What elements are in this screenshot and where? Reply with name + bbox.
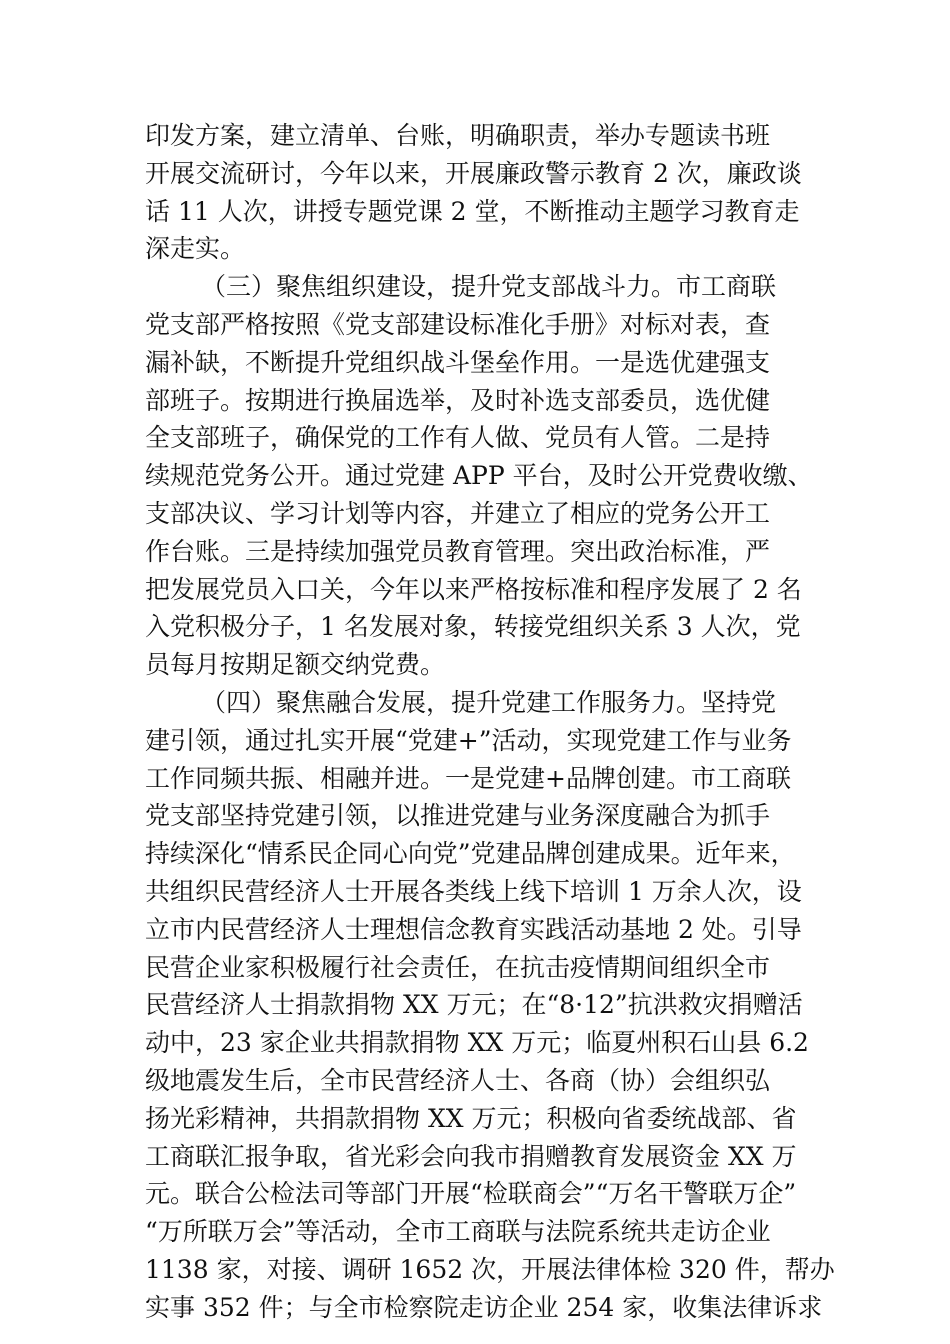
text-line: 实事 352 件；与全市检察院走访企业 254 家，收集法律诉求 [145,1292,823,1322]
text-line: 把发展党员入口关，今年以来严格按标准和程序发展了 2 名 [145,574,802,604]
text-line: 1138 家，对接、调研 1652 次，开展法律体检 320 件，帮办 [145,1254,835,1284]
text-line: 入党积极分子，1 名发展对象，转接党组织关系 3 人次，党 [145,612,801,642]
text-line: 立市内民营经济人士理想信念教育实践活动基地 2 处。引导 [145,914,802,944]
section-heading-line: （三）聚焦组织建设，提升党支部战斗力。市工商联 [201,272,777,302]
text-line: 扬光彩精神，共捐款捐物 XX 万元；积极向省委统战部、省 [145,1103,797,1133]
text-line: 元。联合公检法司等部门开展“检联商会”“万名干警联万企” [145,1179,797,1209]
text-line: 印发方案，建立清单、台账，明确职责，举办专题读书班 [145,121,771,150]
body-text [145,117,835,1327]
text-line: 深走实。 [145,234,246,264]
text-line: 动中，23 家企业共捐款捐物 XX 万元；临夏州积石山县 6.2 [145,1028,809,1058]
text-line: 部班子。按期进行换届选举，及时补选支部委员，选优健 [145,385,771,415]
section-heading-line: （四）聚焦融合发展，提升党建工作服务力。坚持党 [201,687,777,717]
text-line: 民营经济人士捐款捐物 XX 万元；在“8·12”抗洪救灾捐赠活 [145,990,803,1020]
text-line: 员每月按期足额交纳党费。 [145,650,446,680]
text-line: 党支部严格按照《党支部建设标准化手册》对标对表，查 [145,309,771,339]
text-line: 级地震发生后，全市民营经济人士、各商（协）会组织弘 [145,1065,771,1095]
text-line: 支部决议、学习计划等内容，并建立了相应的党务公开工 [145,498,771,528]
text-line: 工商联汇报争取，省光彩会向我市捐赠教育发展资金 XX 万 [145,1141,797,1171]
text-line: 共组织民营经济人士开展各类线上线下培训 1 万余人次，设 [145,876,802,906]
text-line: 续规范党务公开。通过党建 APP 平台，及时公开党费收缴、 [145,461,813,491]
text-line: “万所联万会”等活动，全市工商联与法院系统共走访企业 [145,1217,771,1247]
text-line: 全支部班子，确保党的工作有人做、党员有人管。二是持 [145,423,771,453]
text-line: 工作同频共振、相融并进。一是党建+品牌创建。市工商联 [145,763,791,793]
text-line: 开展交流研讨，今年以来，开展廉政警示教育 2 次，廉政谈 [145,158,802,188]
text-line: 持续深化“情系民企同心向党”党建品牌创建成果。近年来， [145,839,796,869]
text-line: 民营企业家积极履行社会责任，在抗击疫情期间组织全市 [145,952,771,982]
text-line: 党支部坚持党建引领，以推进党建与业务深度融合为抓手 [145,801,771,831]
text-line: 作台账。三是持续加强党员教育管理。突出政治标准，严 [145,536,771,566]
text-line: 漏补缺，不断提升党组织战斗堡垒作用。一是选优建强支 [145,347,771,377]
text-line: 建引领，通过扎实开展“党建+”活动，实现党建工作与业务 [145,725,792,755]
text-line: 话 11 人次，讲授专题党课 2 堂，不断推动主题学习教育走 [145,196,800,226]
